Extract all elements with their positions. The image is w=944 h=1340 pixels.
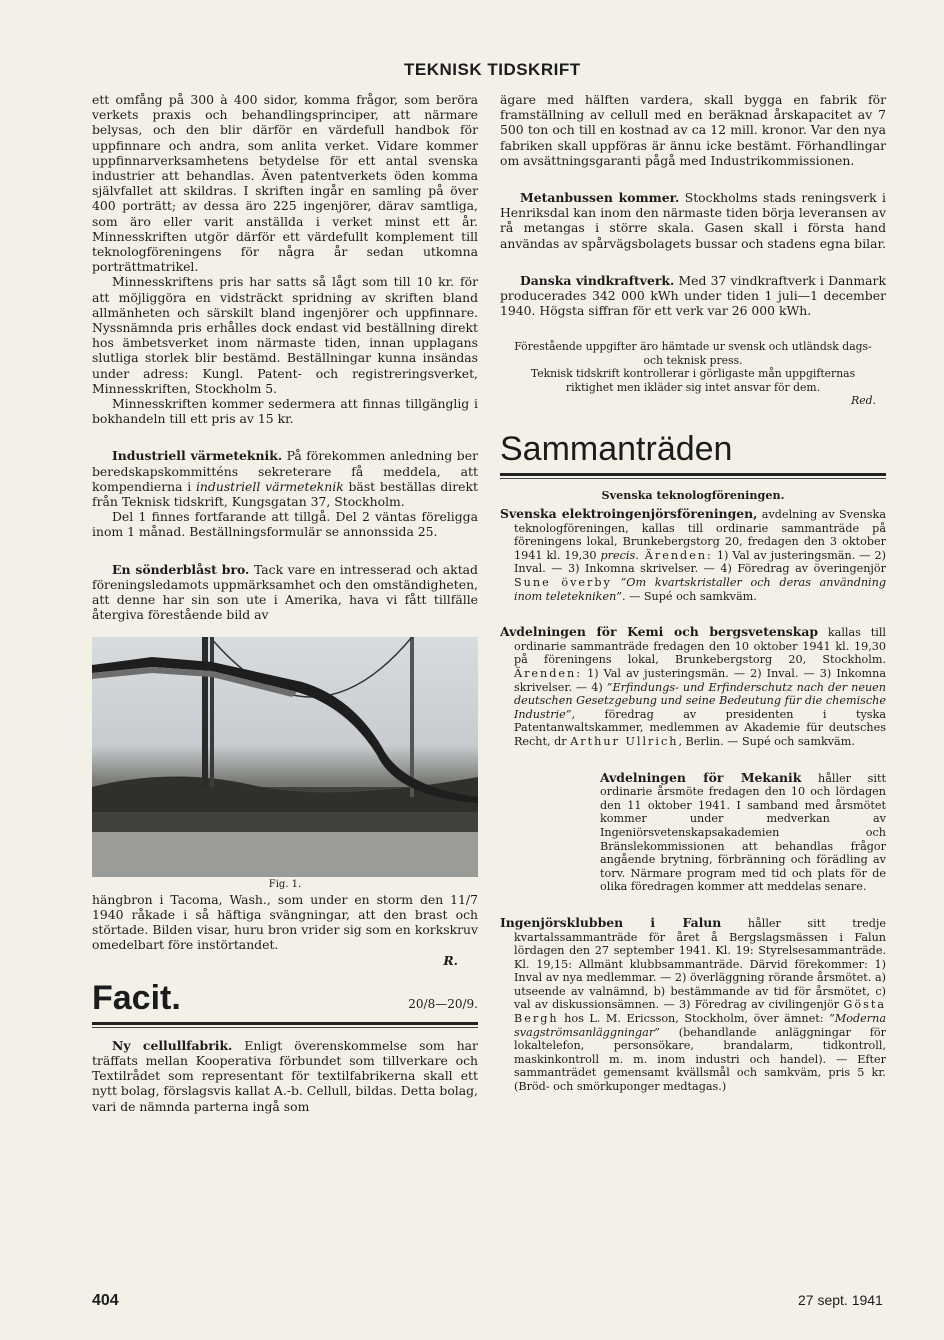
bro-paragraph: [92, 562, 478, 623]
falun-talk-title: ”Moderna svagströmsanläggningar”: [514, 1012, 886, 1039]
metanbuss-paragraph: [500, 190, 886, 251]
elektro-text-c: [612, 576, 621, 589]
falun-text-c: (behandlande anläggningar för lokaltelefon, personsökare, brandalarm, tidkontroll, maskinkontroll m. m. inom industri och handel). — Efter sammanträdet gemensamt kvällsmål och samkväm, pris 5 kr. (Bröd- och smörkuponger medtagas.): [514, 1025, 886, 1094]
falun-heading: Ingenjörsklubben i Falun: [500, 914, 722, 930]
metanbuss-text: Stockholms stads reningsverk i Henriksdal kan inom den närmaste tiden börja leveransen av rå metangas i större skala. Gasen skall i första hand användas av spårvägsbolagets bussar och stadens egna bilar.: [500, 190, 887, 251]
metanbuss-heading: Metanbussen kommer.: [520, 190, 680, 206]
left-column: [92, 92, 478, 1114]
issue-date: 27 sept. 1941: [798, 1292, 883, 1308]
elektro-arenden: Ärenden:: [638, 548, 713, 562]
facit-rule: [92, 1022, 478, 1025]
editorial-note: [510, 340, 876, 407]
varmeteknik-paragraph: [92, 448, 478, 509]
tacoma-bridge-photo: [92, 637, 478, 877]
mekanik-text: håller sitt ordinarie årsmöte fredagen den 10 och lördagen den 11 oktober 1941. I samband med årsmötet kommer under medverkan av Ingeniörsvetenskapsakademien och Bränslekommissionen att behandlas frågor angående brytning, förbränning och förädling av torv. Närmare program med tid och plats för de olika föredragen kommer att meddelas senare.: [600, 771, 886, 894]
elektro-precis: precis.: [600, 548, 639, 562]
cellull-continuation: ägare med hälften vardera, skall bygga en fabrik för framställning av cellull med en beräknad årskapacitet av 7 500 ton och till en kostnad av ca 12 mill. kronor. Var den nya fabriken skall uppföras är ännu icke bestämt. Förhandlingar om avsättningsgaranti pågå med Industrikommissionen.: [500, 92, 886, 168]
elektro-text-a: avdelning av Svenska teknologföreningen, kallas till ordinarie sammanträde på föreningens lokal, Brunkebergstorg 20, fredagen den 3 oktober 1941 kl. 19,30: [514, 508, 886, 562]
kemi-arenden: Ärenden:: [514, 667, 583, 680]
kemi-text-a: kallas till ordinarie sammanträde fredagen den 10 oktober 1941 kl. 19,30 på föreningens lokal, Brunkebergstorg 20, Stockholm.: [514, 626, 886, 667]
facit-heading-row: [92, 980, 478, 1016]
bro-text: Tack vare en intresserad och aktad föreningsledamots uppmärksamhet och den omständigheten, att denne har sin son ute i Amerika, hava vi fått tillfälle återgiva förestående bild av: [92, 561, 478, 623]
varmeteknik-heading: Industriell värmeteknik.: [112, 448, 283, 464]
bro-continuation: hängbron i Tacoma, Wash., som under en storm den 11/7 1940 råkade i så häftiga svängningar, att den brast och störtade. Bilden visar, huru bron vrider sig som en korkskruv omedelbart före instörtandet.: [92, 891, 478, 953]
bro-heading: En sönderblåst bro.: [112, 561, 250, 577]
vindkraft-heading: Danska vindkraftverk.: [520, 272, 675, 288]
page-number: 404: [92, 1292, 119, 1309]
elektro-heading: Svenska elektroingenjörsföreningen,: [500, 506, 758, 522]
note-line-2: Teknisk tidskrift kontrollerar i görligaste mån uppgifternas riktighet men ikläder sig intet ansvar för dem.: [530, 367, 856, 394]
kemi-text-b: 1) Val av justeringsmän. — 2) Inval. — 3) Inkomna skrivelser. — 4): [514, 667, 886, 694]
cellull-heading: Ny cellullfabrik.: [112, 1037, 233, 1053]
elektro-text-b: 1) Val av justeringsmän. — 2) Inval. — 3) Inkomna skrivelser. — 4) Föredrag av överingenjör: [514, 548, 886, 576]
kemi-heading: Avdelningen för Kemi och bergsvetenskap: [500, 624, 819, 640]
vindkraft-text: Med 37 vindkraftverk i Danmark producerades 342 000 kWh under tiden 1 juli—1 december 1940. Högsta siffran för ett verk var 26 000 kWh.: [500, 272, 886, 319]
varmeteknik-text-b: bäst beställas direkt från Teknisk tidskrift, Kungsgatan 37, Stockholm.: [92, 478, 478, 510]
facit-rule-thin: [92, 1027, 478, 1028]
facit-dates: 20/8—20/9.: [408, 996, 478, 1011]
elektro-speaker: Sune överby: [514, 576, 612, 590]
teknologforeningen-heading: Svenska teknologföreningen.: [601, 488, 785, 503]
kemi-text-d: , Berlin. — Supé och samkväm.: [678, 734, 855, 748]
minnesskrift-paragraph-1: ett omfång på 300 à 400 sidor, komma frågor, som beröra verkets praxis och behandlingsprinciper, att närmare belysas, och den blir därför en värdefull handbok för uppfinnare och andra, som anlita verket. Vidare kommer uppfinnarverksamhetens betydelse för ett antal svenska industrier att behandlas. Även patentverkets öden komma självfallet att skildras. I skriften ingår en samling på över 400 porträtt; av dessa äro 225 ingenjörer, därav samtliga, som äro eller varit anställda i verket minst ett år. Minnesskriften utgör därför ett värdefullt komplement till teknologföreningens för några år sedan utkomna porträttmatrikel.: [92, 92, 478, 275]
cellull-text: Enligt överenskommelse som har träffats mellan Kooperativa förbundet som tillverkare och Textilrådet som representant för textilfabrikerna skall ett nytt bolag, förslagsvis kallat A.-b. Cellull, bildas. Detta bolag, vari de nämnda parterna ingå som: [92, 1037, 478, 1114]
minnesskrift-paragraph-2: Minnesskriftens pris har satts så lågt som till 10 kr. för att möjliggöra en vidsträckt spridning av skriften bland allmänheten och särskilt bland ingenjörer och uppfinnare. Nyssnämnda pris erhålles dock endast vid beställning direkt hos ämbetsverket inom närmaste tiden, innan upplagans slutliga storlek blir bestämd. Beställningar kunna insändas under adress: Kungl. Patent- och registreringsverket, Minnesskriften, Stockholm 5.: [92, 274, 478, 396]
varmeteknik-text-a: På förekommen anledning ber beredskapskommitténs sekreterare få meddela, att kompendierna i: [92, 448, 478, 494]
elektro-talk-title: ”Om kvartskristaller och deras användning inom teletekniken”.: [514, 576, 887, 603]
sammantraden-title: Sammanträden: [500, 430, 733, 469]
right-column: [500, 92, 886, 1094]
kemi-text-c: föredrag av presidenten i tyska Patentanwaltskammer, medlemmen av Akademie für deutsches Recht, dr: [514, 707, 886, 748]
sammantraden-rule-thin: [500, 478, 886, 479]
kemi-speaker: Arthur Ullrich: [570, 734, 679, 748]
falun-speaker: Gösta Bergh: [514, 998, 886, 1026]
kemi-talk-title: ”Erfindungs- und Erfinderschutz nach der neuen deutschen Gesetzgebung und seine Bedeutung für die chemische Industrie”,: [514, 680, 887, 721]
mekanik-notice: [500, 771, 886, 894]
falun-text-a: håller sitt tredje kvartalssammanträde för året å Bergslagsmässen i Falun lördagen den 27 september 1941. Kl. 19: Styrelsesammanträde. Kl. 19,15: Allmänt klubbsammanträde. Därvid förekommer: 1) Inval av nya medlemmar. — 2) överläggning rörande årsmötet. a) utseende av valnämnd, b) bestämmande av tid för årsmötet, c) val av diskussionsämnen. — 3) Föredrag av civilingenjör: [514, 916, 886, 1012]
note-signature: Red.: [851, 394, 876, 408]
varmeteknik-italic: industriell värmeteknik: [195, 478, 344, 494]
note-line-1: Förestående uppgifter äro hämtade ur svensk och utländsk dags- och teknisk press.: [514, 340, 872, 367]
masthead: TEKNISK TIDSKRIFT: [404, 60, 581, 79]
figure-caption: Fig. 1.: [268, 878, 302, 890]
minnesskrift-paragraph-3: Minnesskriften kommer sedermera att finnas tillgänglig i bokhandeln till ett pris av 15 kr.: [92, 396, 478, 427]
kemi-notice: [500, 625, 886, 748]
bridge-illustration: [92, 637, 478, 877]
mekanik-heading: Avdelningen för Mekanik: [600, 769, 802, 785]
cellull-paragraph: [92, 1038, 478, 1114]
varmeteknik-paragraph-2: Del 1 finnes fortfarande att tillgå. Del 2 väntas föreligga inom 1 månad. Beställningsformulär se annonssida 25.: [92, 509, 478, 540]
falun-text-b: hos L. M. Ericsson, Stockholm, över ämnet:: [558, 1012, 830, 1026]
elektro-notice: [500, 507, 886, 603]
falun-notice: [500, 916, 886, 1094]
facit-title: Facit.: [92, 978, 181, 1017]
signature-r: R.: [443, 952, 458, 968]
sammantraden-rule: [500, 473, 886, 476]
vindkraft-paragraph: [500, 273, 886, 319]
elektro-text-d: — Supé och samkväm.: [625, 589, 757, 603]
